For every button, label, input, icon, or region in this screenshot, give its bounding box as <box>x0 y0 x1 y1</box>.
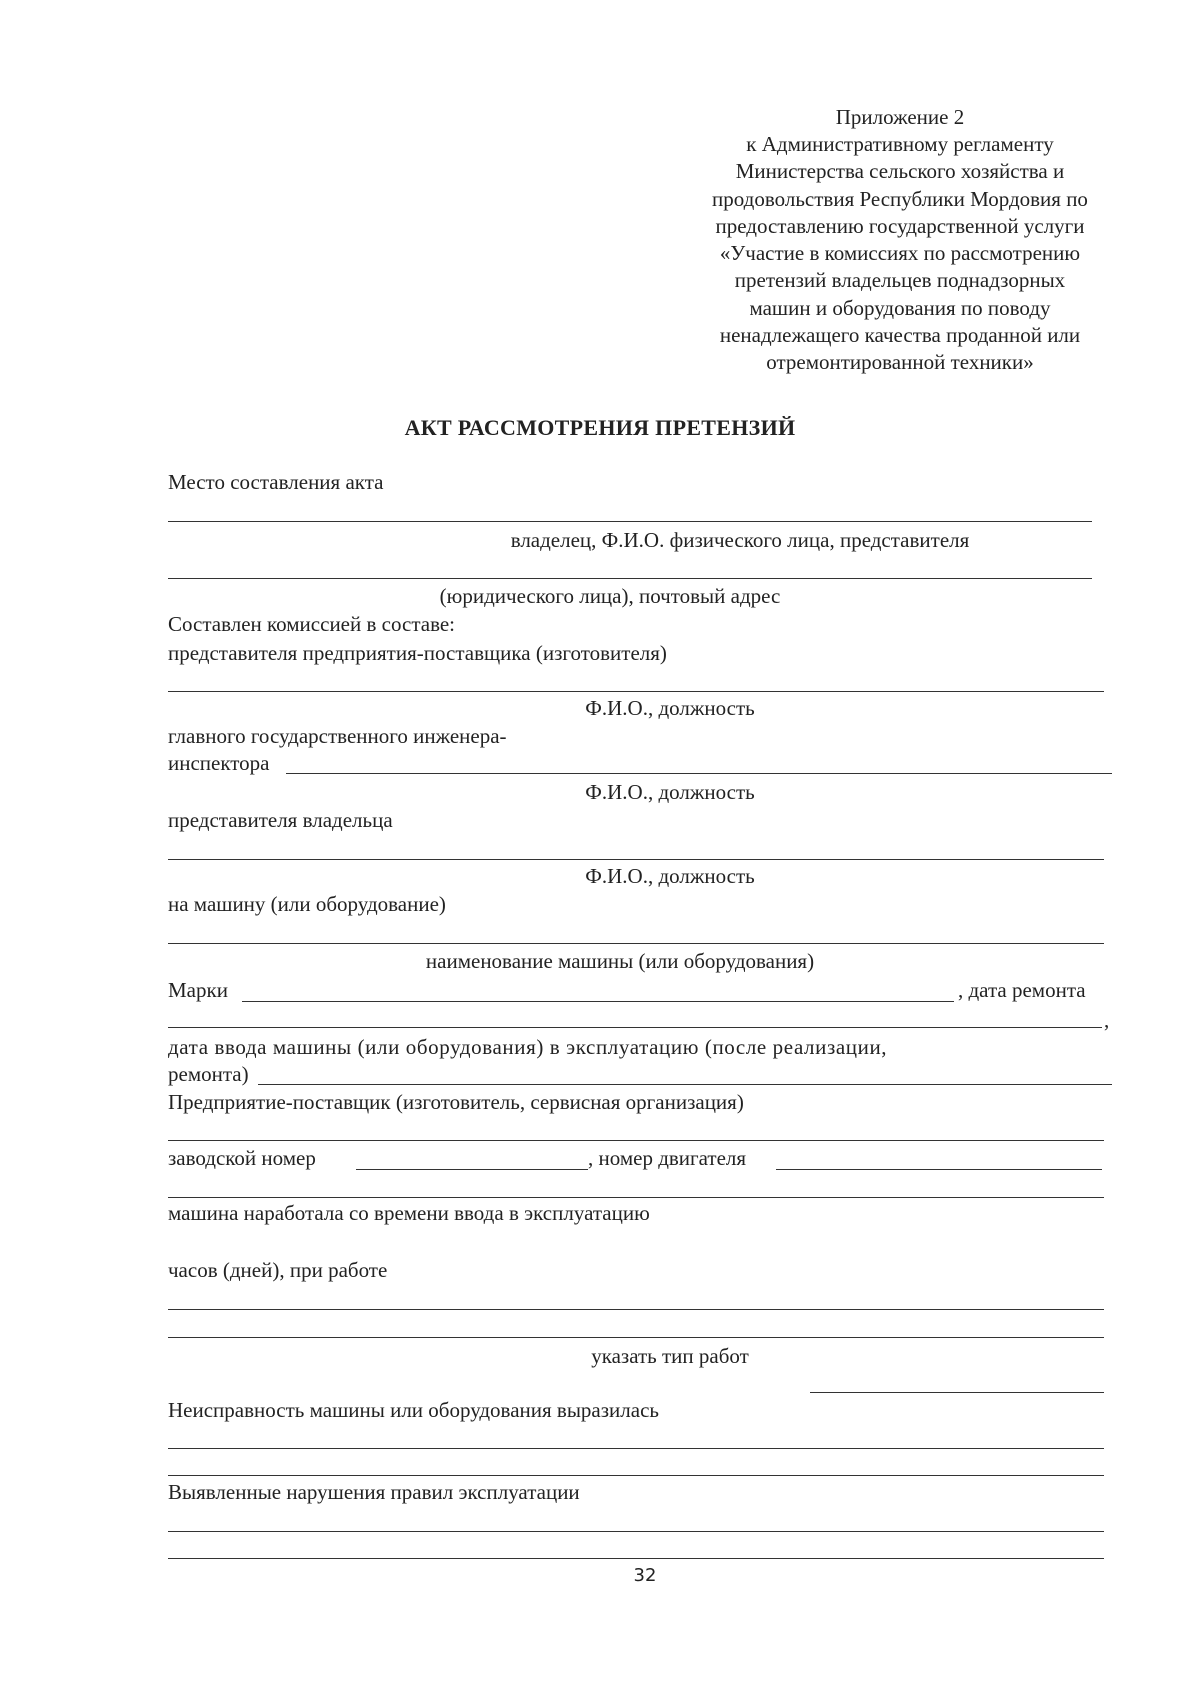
repair-date-label: , дата ремонта <box>958 978 1086 1002</box>
work-line-1[interactable] <box>168 1309 1104 1310</box>
header-line-4: продовольствия Республики Мордовия по <box>712 187 1088 211</box>
header-line-9: ненадлежащего качества проданной или <box>719 323 1081 347</box>
header-line-2: к Административному регламенту <box>746 132 1054 156</box>
inspector-label-1: главного государственного инженера- <box>168 724 507 748</box>
legal-caption: (юридического лица), почтовый адрес <box>439 584 781 608</box>
supplier-label: Предприятие-поставщик (изготовитель, сервисная организация) <box>168 1090 744 1114</box>
header-line-3: Министерства сельского хозяйства и <box>735 159 1065 183</box>
fio-caption-3: Ф.И.О., должность <box>585 864 755 888</box>
engine-extra-line[interactable] <box>168 1197 1104 1198</box>
inspector-label-2: инспектора <box>168 751 270 775</box>
header-line-1: Приложение 2 <box>835 105 965 129</box>
place-label: Место составления акта <box>168 470 384 494</box>
work-type-caption: указать тип работ <box>591 1344 749 1368</box>
supplier-rep-line[interactable] <box>168 691 1104 692</box>
machine-caption: наименование машины (или оборудования) <box>425 949 815 973</box>
repair-date-line[interactable] <box>168 1027 1102 1028</box>
header-line-7: претензий владельцев поднадзорных <box>734 268 1066 292</box>
supplier-line[interactable] <box>168 1140 1104 1141</box>
machine-label: на машину (или оборудование) <box>168 892 446 916</box>
work-line-3[interactable] <box>810 1392 1104 1393</box>
brand-label: Марки <box>168 978 228 1002</box>
violations-label: Выявленные нарушения правил эксплуатации <box>168 1480 580 1504</box>
owner-line[interactable] <box>168 521 1092 522</box>
owner-rep-label: представителя владельца <box>168 808 393 832</box>
hours-label: часов (дней), при работе <box>168 1258 388 1282</box>
repair-label: ремонта) <box>168 1062 249 1086</box>
header-line-5: предоставлению государственной услуги <box>715 214 1085 238</box>
brand-line[interactable] <box>242 1001 954 1002</box>
owner-rep-line[interactable] <box>168 859 1104 860</box>
commission-date-label: дата ввода машины (или оборудования) в эксплуатацию (после реализации, <box>168 1035 888 1059</box>
inspector-line[interactable] <box>286 773 1112 774</box>
engine-label: , номер двигателя <box>588 1146 747 1170</box>
header-line-6: «Участие в комиссиях по рассмотрению <box>719 241 1081 265</box>
serial-line[interactable] <box>356 1169 588 1170</box>
fio-caption-2: Ф.И.О., должность <box>585 780 755 804</box>
engine-line[interactable] <box>776 1169 1102 1170</box>
owner-caption: владелец, Ф.И.О. физического лица, представителя <box>510 528 970 552</box>
header-line-8: машин и оборудования по поводу <box>749 296 1051 320</box>
header-line-10: отремонтированной техники» <box>766 350 1034 374</box>
malfunction-line-2[interactable] <box>168 1475 1104 1476</box>
worked-label: машина наработала со времени ввода в эксплуатацию <box>168 1201 650 1225</box>
commission-date-line[interactable] <box>258 1084 1112 1085</box>
malfunction-line-1[interactable] <box>168 1448 1104 1449</box>
supplier-rep-label: представителя предприятия-поставщика (изготовителя) <box>168 641 667 665</box>
violations-line-2[interactable] <box>168 1558 1104 1559</box>
legal-line[interactable] <box>168 578 1092 579</box>
work-line-2[interactable] <box>168 1337 1104 1338</box>
page-number: 32 <box>633 1565 657 1586</box>
malfunction-label: Неисправность машины или оборудования выразилась <box>168 1398 659 1422</box>
violations-line-1[interactable] <box>168 1531 1104 1532</box>
commission-label: Составлен комиссией в составе: <box>168 612 456 636</box>
machine-line[interactable] <box>168 943 1104 944</box>
fio-caption-1: Ф.И.О., должность <box>585 696 755 720</box>
serial-label: заводской номер <box>168 1146 316 1170</box>
document-title: АКТ РАССМОТРЕНИЯ ПРЕТЕНЗИЙ <box>404 415 796 440</box>
repair-date-comma: , <box>1104 1008 1110 1032</box>
